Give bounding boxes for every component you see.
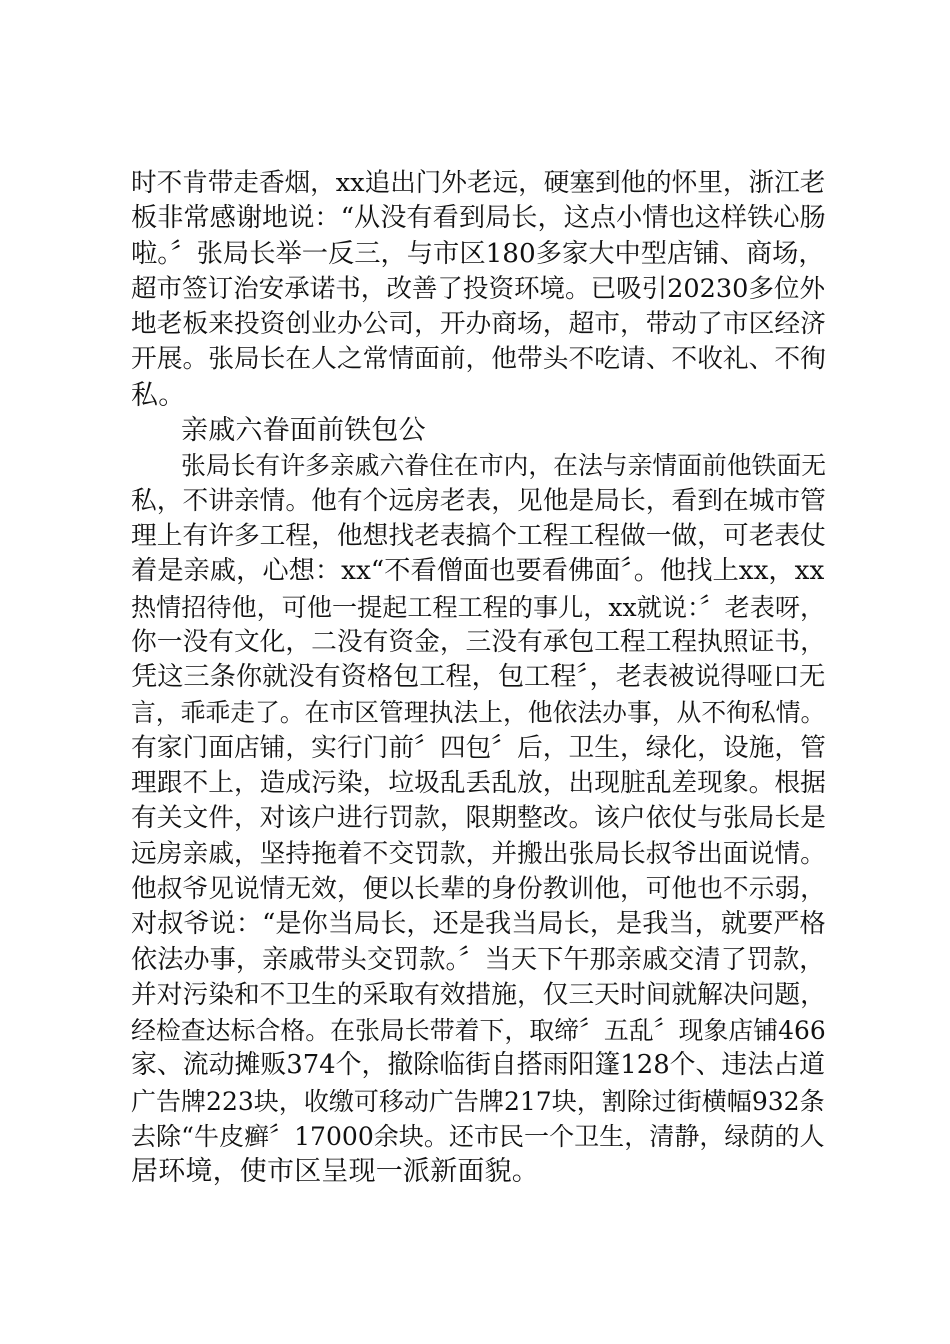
- text-line: 亲戚六眷面前铁包公: [181, 415, 426, 447]
- text-line: 私，不讲亲情。他有个远房老表，见他是局长，看到在城市管: [131, 485, 826, 516]
- text-line: 开展。张局长在人之常情面前，他带头不吃请、不收礼、不徇: [131, 344, 826, 375]
- text-line: 去除“牛皮癣〞17000余块。还市民一个卫生，清静，绿荫的人: [131, 1122, 825, 1152]
- text-line: 超市签订治安承诺书，改善了投资环境。已吸引20230多位外: [131, 273, 825, 304]
- text-line: 理上有许多工程，他想找老表搞个工程工程做一做，可老表仗: [131, 520, 826, 551]
- text-line: 远房亲戚，坚持拖着不交罚款，并搬出张局长叔爷出面说情。: [131, 838, 826, 869]
- text-line: 理跟不上，造成污染，垃圾乱丢乱放，出现脏乱差现象。根据: [131, 768, 826, 799]
- text-line: 板非常感谢地说：“从没有看到局长，这点小情也这样铁心肠: [131, 203, 826, 234]
- text-line: 依法办事，亲戚带头交罚款。〞当天下午那亲戚交清了罚款，: [131, 944, 826, 975]
- text-line: 言，乖乖走了。在市区管理执法上，他依法办事，从不徇私情。: [131, 698, 826, 728]
- text-line: 凭这三条你就没有资格包工程，包工程〞，老表被说得哑口无: [131, 662, 826, 693]
- text-line: 啦。〞张局长举一反三，与市区180多家大中型店铺、商场，: [131, 238, 825, 269]
- text-line: 家、流动摊贩374个，撤除临街自搭雨阳篷128个、违法占道: [131, 1050, 825, 1081]
- text-line: 有关文件，对该户进行罚款，限期整改。该户依仗与张局长是: [131, 803, 826, 834]
- text-line: 热情招待他，可他一提起工程工程的事儿，xx就说：〞老表呀，: [131, 592, 826, 622]
- text-line: 并对污染和不卫生的采取有效措施，仅三天时间就解决问题，: [131, 979, 826, 1010]
- text-line: 经检查达标合格。在张局长带着下，取缔〞五乱〞现象店铺466: [131, 1016, 826, 1046]
- text-line: 你一没有文化，二没有资金，三没有承包工程工程执照证书，: [131, 626, 826, 657]
- text-line: 地老板来投资创业办公司，开办商场，超市，带动了市区经济: [131, 309, 826, 340]
- text-line: 他叔爷见说情无效，便以长辈的身份教训他，可他也不示弱，: [131, 873, 826, 904]
- text-line: 有家门面店铺，实行门前〞四包〞后，卫生，绿化，设施，管: [131, 732, 826, 763]
- text-line: 广告牌223块，收缴可移动广告牌217块，割除过街横幅932条: [131, 1086, 825, 1116]
- text-line: 着是亲戚，心想：xx“不看僧面也要看佛面〞。他找上xx，xx: [131, 556, 825, 587]
- document-body: [131, 166, 831, 1190]
- text-line: 对叔爷说：“是你当局长，还是我当局长，是我当，就要严格: [131, 909, 826, 940]
- text-line: 居环境，使市区呈现一派新面貌。: [131, 1156, 539, 1188]
- text-line: 私。: [131, 379, 186, 411]
- text-line: 时不肯带走香烟，xx追出门外老远，硬塞到他的怀里，浙江老: [131, 168, 826, 198]
- text-line: 张局长有许多亲戚六眷住在市内，在法与亲情面前他铁面无: [181, 451, 827, 481]
